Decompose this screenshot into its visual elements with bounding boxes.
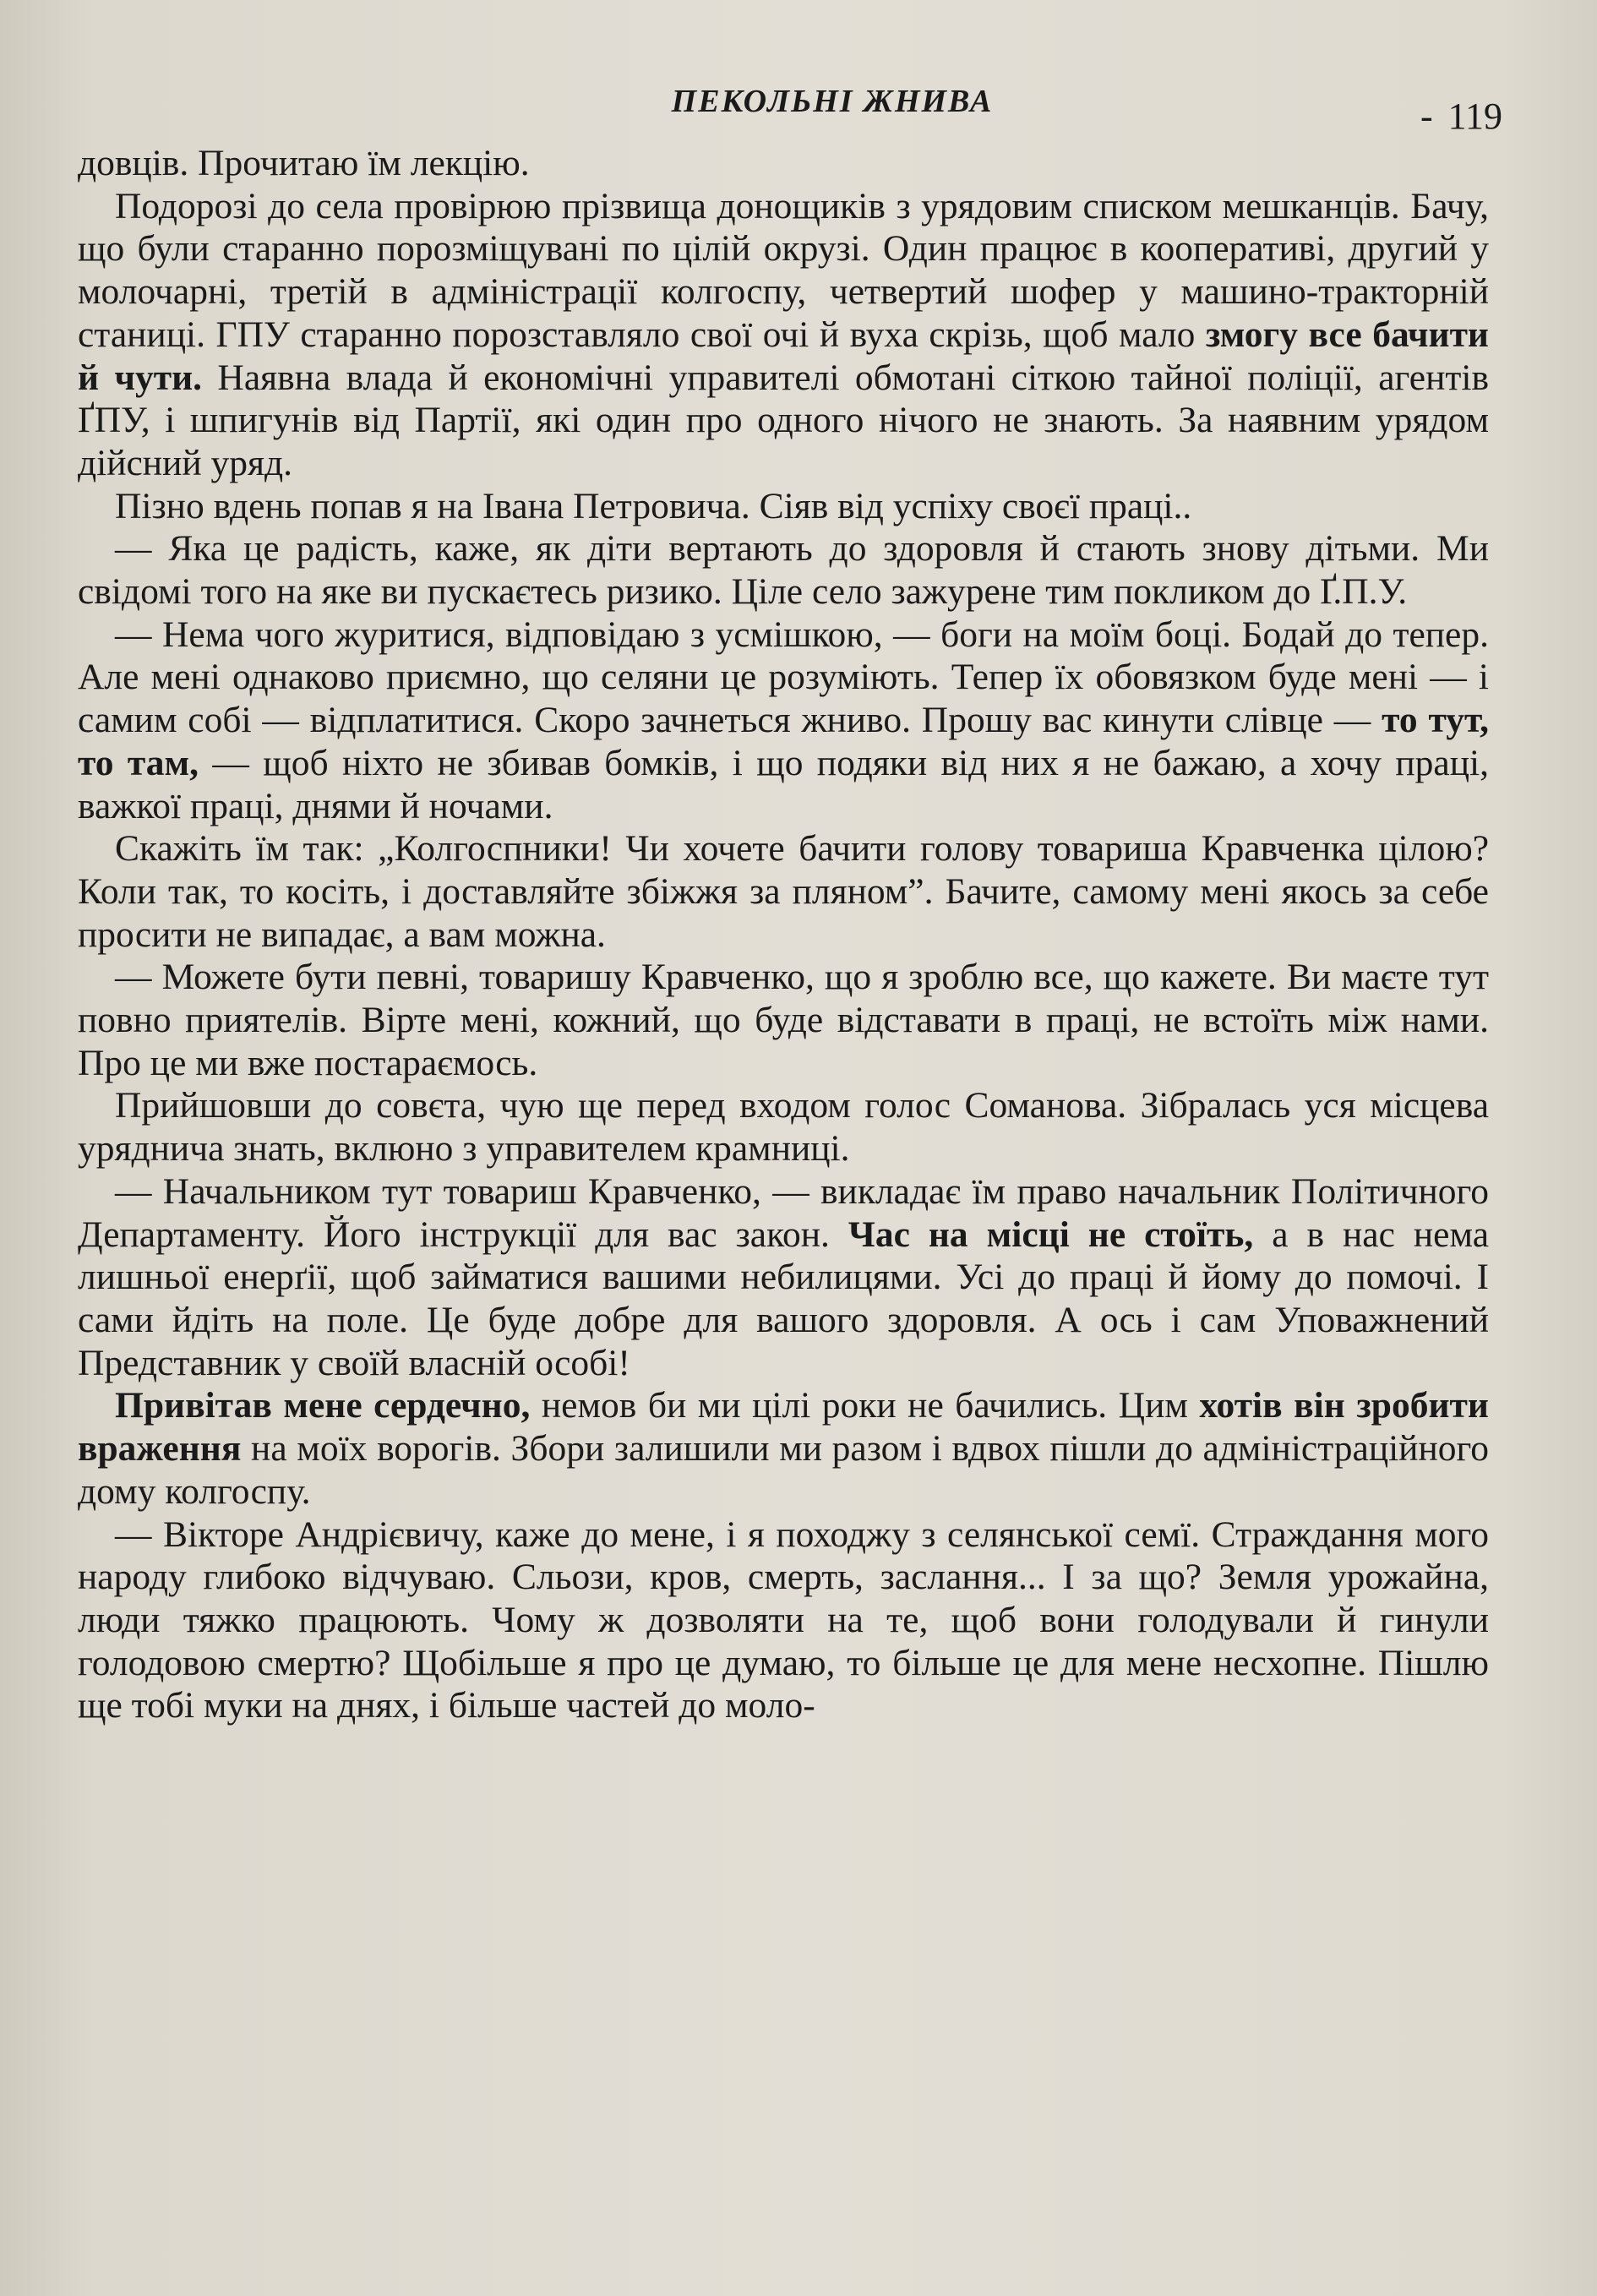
bold-text: змогу все бачити й чути. — [78, 314, 1489, 398]
text-body — [78, 142, 1489, 1727]
text-run: Подорозі до села провірюю прізвища донощиків з урядовим списком мешканців. Бачу, що були старанно порозміщувані по цілій окрузі. Один працює в кооперативі, другий у молочарні, третій в адміністрації колгоспу, четвертий шофер у машино-тракторній станиці. ГПУ старанно порозставляло свої очі й вуха скрізь, щоб мало — [78, 185, 1489, 355]
paragraph: — Яка це радість, каже, як діти вертають до здоровля й стають знову дітьми. Ми свідомі того на яке ви пускаєтесь ризико. Ціле село зажурене тим покликом до Ґ.П.У. — [78, 528, 1489, 613]
text-run: а в нас нема лишньої енерґії, щоб займатися вашими небилицями. Усі до праці й йому до помочі. І сами йдіть на поле. Це буде добре для вашого здоровля. А ось і сам Уповажнений Представник у своїй власній особі! — [78, 1213, 1490, 1383]
paragraph: — Вікторе Андрієвичу, каже до мене, і я походжу з селянської семї. Страждання мого народу глибоко відчуваю. Сльози, кров, смерть, заслання... І за що? Земля урожайна, люди тяжко працюють. Чому ж дозволяти на те, щоб вони голодували й гинули голодовою смертю? Щобільше я про це думаю, то більше це для мене несхопне. Пішлю ще тобі муки на днях, і більше частей до моло- — [78, 1513, 1489, 1726]
paragraph — [78, 1170, 1489, 1385]
paragraph — [78, 185, 1489, 485]
paragraph: — Можете бути певні, товаришу Кравченко, що я зроблю все, що кажете. Ви маєте тут повно приятелів. Вірте мені, кожний, що буде відставати в праці, не встоїть між нами. Про це ми вже постараємось. — [78, 957, 1489, 1083]
page-number-dash: - — [1420, 95, 1433, 137]
bold-text: Час на місці не стоїть, — [848, 1213, 1254, 1255]
paragraph: Пізно вдень попав я на Івана Петровича. Сіяв від успіху своєї праці.. — [115, 485, 1192, 526]
text-run: на моїх ворогів. Збори залишили ми разом і вдвох пішли до адміністраційного дому колгоспу. — [78, 1428, 1489, 1512]
running-title: ПЕКОЛЬНІ ЖНИВА — [671, 84, 994, 119]
paragraph: довців. Прочитаю їм лекцію. — [78, 143, 530, 183]
text-run: — щоб ніхто не збивав бомків, і що подяки від них я не бажаю, а хочу праці, важкої праці, днями й ночами. — [78, 742, 1489, 826]
text-run: немов би ми цілі роки не бачились. Цим — [530, 1385, 1200, 1426]
bold-text: то тут, то там, — [78, 700, 1489, 783]
text-run: — Начальником тут товариш Кравченко, — викладає їм право начальник Політичного Департаменту. Його інструкції для вас закон. — [78, 1170, 1489, 1255]
paragraph: Скажіть їм так: „Колгоспники! Чи хочете бачити голову товариша Кравченка цілою? Коли так, то косіть, і доставляйте збіжжя за пляном”. Бачите, самому мені якось за себе просити не випадає, а вам можна. — [78, 828, 1489, 955]
text-run: — Нема чого журитися, відповідаю з усмішкою, — боги на моїм боці. Бодай до тепер. Але мені однаково приємно, що селяни це розуміють. Тепер їх обовязком буде мені — і самим собі — відплатитися. Скоро зачнеться жниво. Прошу вас кинути слівце — — [78, 614, 1489, 741]
paragraph — [78, 1384, 1489, 1513]
page-number-value: 119 — [1447, 95, 1502, 137]
page-number — [1420, 95, 1502, 138]
paragraph — [78, 614, 1489, 828]
bold-text: Привітав мене сердечно, — [115, 1385, 531, 1426]
text-run: Наявна влада й економічні управителі обмотані сіткою тайної поліції, агентів ҐПУ, і шпигунів від Партії, які один про одного нічого не знають. За наявним урядом дійсний уряд. — [78, 357, 1489, 483]
paragraph: Прийшовши до совєта, чую ще перед входом голос Соманова. Зібралась уся місцева уряднича знать, вклюно з управителем крамниці. — [78, 1085, 1489, 1170]
bold-text: хотів він зробити враження — [78, 1385, 1489, 1470]
